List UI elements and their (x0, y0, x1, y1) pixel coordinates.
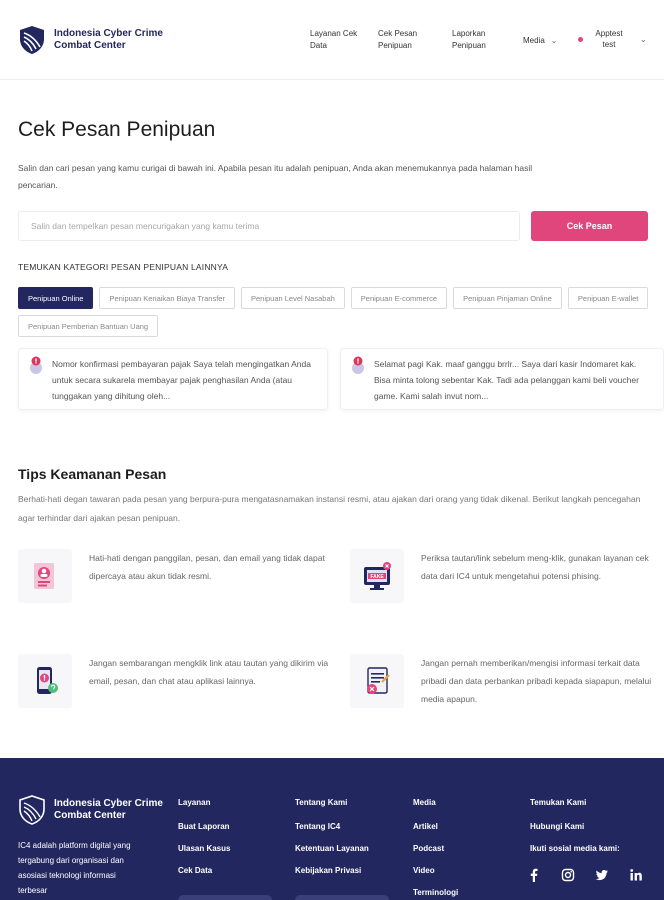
footer-link-hubungi-kami[interactable]: Hubungi Kami (530, 822, 585, 831)
user-name: Apptest test (595, 29, 623, 49)
fake-screen-icon (350, 549, 404, 603)
chip-penipuan-online[interactable]: Penipuan Online (18, 287, 93, 309)
shield-logo-icon (18, 25, 46, 55)
footer-column-tentang-kami (295, 798, 369, 888)
footer-link-kebijakan-privasi[interactable]: Kebijakan Privasi (295, 866, 362, 875)
tip-item (350, 654, 650, 724)
footer-app-badge[interactable] (178, 895, 272, 900)
brand-logo[interactable] (18, 25, 174, 55)
footer-about: IC4 adalah platform digital yang tergabung dari organisasi dan asosiasi teknologi informasi terbesar (18, 841, 131, 895)
chip-pinjaman-online[interactable]: Penipuan Pinjaman Online (453, 287, 562, 309)
social-links (527, 868, 643, 882)
nav-media-dropdown[interactable] (523, 35, 558, 47)
category-chips (18, 287, 658, 337)
brand-name: Indonesia Cyber Crime Combat Center (54, 28, 163, 51)
tip-text: Hati-hati dengan panggilan, pesan, dan email yang tidak dapat dipercaya atau akun tidak resmi. (89, 553, 325, 581)
message-preview: Nomor konfirmasi pembayaran pajak Saya telah mengingatkan Anda untuk secara sukarela membayar pajak penghasilan Anda (atau tunggakan yang dihitung oleh... (52, 359, 311, 401)
nav-layanan-cek-data[interactable]: Layanan Cek Data (310, 29, 358, 50)
message-search-input[interactable] (18, 211, 520, 241)
shield-logo-icon (18, 795, 46, 825)
document-reject-icon (350, 654, 404, 708)
chip-e-wallet[interactable]: Penipuan E-wallet (568, 287, 648, 309)
status-dot (578, 37, 583, 42)
chevron-down-icon: ⌄ (550, 36, 558, 45)
footer-brand-logo[interactable] (18, 795, 174, 825)
footer-link-tentang-ic4[interactable]: Tentang IC4 (295, 822, 341, 831)
tip-text: Jangan pernah memberikan/mengisi informasi terkait data pribadi dan data perbankan pribadi kepada siapapun, melalui media apapun. (421, 658, 652, 704)
footer-column-temukan-kami (530, 798, 620, 866)
footer-column-media (413, 798, 458, 900)
footer-link-podcast[interactable]: Podcast (413, 844, 445, 853)
category-heading: TEMUKAN KATEGORI PESAN PENIPUAN LAINNYA (18, 262, 229, 272)
footer-link-artikel[interactable]: Artikel (413, 822, 438, 831)
footer-column-layanan (178, 798, 230, 888)
nav-cek-pesan-penipuan[interactable]: Cek Pesan Penipuan (378, 29, 418, 50)
page-description: Salin dan cari pesan yang kamu curigai di bawah ini. Apabila pesan itu adalah penipuan, Anda akan menemukannya pada halaman hasil pencarian. (18, 163, 533, 190)
tip-text: Jangan sembarangan mengklik link atau tautan yang dikirim via email, pesan, dan chat atau aplikasi lainnya. (89, 658, 329, 686)
twitter-icon[interactable] (595, 868, 609, 882)
footer-app-badge[interactable] (295, 895, 389, 900)
warning-avatar-icon (349, 356, 367, 374)
warning-avatar-icon (27, 356, 45, 374)
footer-social-label: Ikuti sosial media kami: (530, 844, 620, 853)
message-preview: Selamat pagi Kak. maaf ganggu brrlr... Saya dari kasir Indomaret kak. Bisa minta tolong sebentar Kak. Tadi ada pelanggan kami beli voucher game. Kami salah invut nom... (374, 359, 639, 401)
tip-text: Periksa tautan/link sebelum meng-klik, gunakan layanan cek data dari IC4 untuk mengetahui potensi phising. (421, 553, 649, 581)
footer-link-ketentuan-layanan[interactable]: Ketentuan Layanan (295, 844, 369, 853)
svg-text:FAKE: FAKE (370, 574, 384, 580)
site-footer (0, 758, 664, 900)
tip-item (18, 654, 329, 724)
user-menu[interactable] (578, 28, 647, 50)
page-title: Cek Pesan Penipuan (18, 118, 216, 141)
footer-column-heading: Tentang Kami (295, 798, 348, 807)
phone-warning-icon (18, 654, 72, 708)
linkedin-icon[interactable] (629, 868, 643, 882)
chip-kenaikan-biaya-transfer[interactable]: Penipuan Kenaikan Biaya Transfer (99, 287, 235, 309)
chip-level-nasabah[interactable]: Penipuan Level Nasabah (241, 287, 345, 309)
footer-link-ulasan-kasus[interactable]: Ulasan Kasus (178, 844, 231, 853)
facebook-icon[interactable] (527, 868, 541, 882)
footer-link-buat-laporan[interactable]: Buat Laporan (178, 822, 230, 831)
tip-item (18, 549, 325, 619)
instagram-icon[interactable] (561, 868, 575, 882)
footer-column-heading: Temukan Kami (530, 798, 587, 807)
nav-media-label: Media (523, 36, 545, 45)
footer-column-heading: Layanan (178, 798, 211, 807)
chip-e-commerce[interactable]: Penipuan E-commerce (351, 287, 447, 309)
fraud-profile-icon (18, 549, 72, 603)
fraud-message-card[interactable] (340, 348, 664, 410)
tip-item (350, 549, 650, 619)
footer-link-video[interactable]: Video (413, 866, 435, 875)
nav-laporkan-penipuan[interactable]: Laporkan Penipuan (452, 29, 486, 50)
footer-link-terminologi[interactable]: Terminologi (413, 888, 459, 897)
footer-brand-name: Indonesia Cyber Crime Combat Center (54, 798, 163, 821)
tips-title: Tips Keamanan Pesan (18, 466, 167, 482)
footer-link-cek-data[interactable]: Cek Data (178, 866, 213, 875)
chevron-down-icon: ⌄ (640, 34, 647, 44)
tips-description: Berhati-hati degan tawaran pada pesan yang berpura-pura mengatasnamakan instansi resmi, atau ajakan dari orang yang tidak dikenal. Berikut langkah pencegahan agar terhindar dari ajakan pesan penipuan. (18, 494, 641, 523)
check-message-button[interactable]: Cek Pesan (531, 211, 648, 241)
footer-column-heading: Media (413, 798, 436, 807)
site-header (0, 0, 664, 80)
chip-pemberian-bantuan-uang[interactable]: Penipuan Pemberian Bantuan Uang (18, 315, 158, 337)
fraud-message-card[interactable] (18, 348, 328, 410)
